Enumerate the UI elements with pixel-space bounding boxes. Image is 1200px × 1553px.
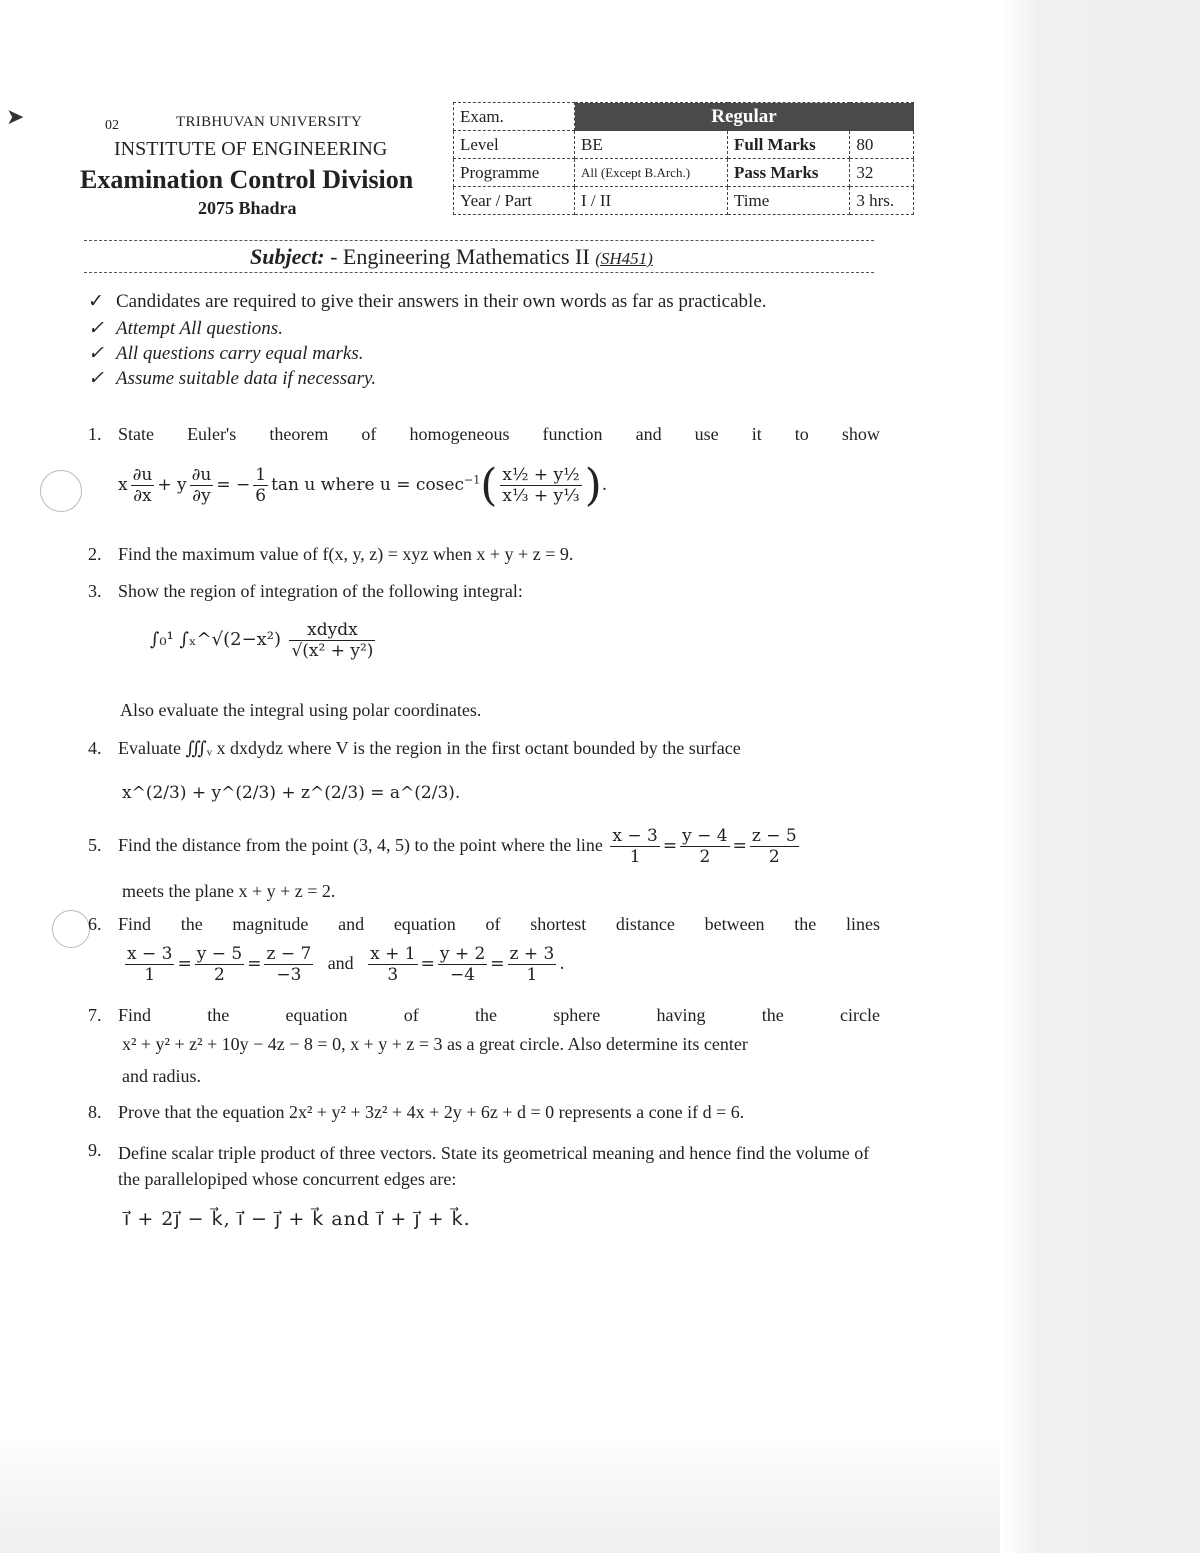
- punch-hole-icon: [52, 910, 90, 948]
- scan-edge-shadow: [1000, 0, 1200, 1553]
- subject-text: - Engineering Mathematics II: [330, 244, 590, 269]
- full-marks-label: Full Marks: [728, 131, 850, 159]
- question-6-line1: 6. Find the magnitude and equation of shortest distance between the lines: [88, 914, 880, 934]
- year-part-label: Year / Part: [454, 187, 575, 215]
- divider: [84, 272, 874, 273]
- exam-value: Regular: [575, 103, 914, 131]
- exam-label: Exam.: [454, 103, 575, 131]
- question-7-line3: and radius.: [122, 1066, 201, 1086]
- subject-line: [250, 244, 653, 270]
- question-3: 3. Show the region of integration of the following integral:: [88, 581, 523, 601]
- question-8: 8. Prove that the equation 2x² + y² + 3z² + 4x + 2y + 6z + d = 0 represents a cone if d = 6.: [88, 1102, 745, 1122]
- pass-marks-label: Pass Marks: [728, 159, 850, 187]
- time-label: Time: [728, 187, 850, 215]
- punch-hole-icon: [40, 470, 82, 512]
- table-row: [454, 187, 914, 215]
- question-1-line1: 1. State Euler's theorem of homogeneous function and use it to show: [88, 424, 880, 444]
- instruction-item: ✓ Assume suitable data if necessary.: [88, 368, 377, 389]
- scan-bottom-shadow: [0, 1433, 1000, 1553]
- question-2: 2. Find the maximum value of f(x, y, z) = xyz when x + y + z = 9.: [88, 544, 574, 564]
- checkmark-icon: ✓: [88, 291, 104, 312]
- checkmark-icon: ✓: [88, 368, 104, 389]
- checkmark-icon: ✓: [88, 318, 104, 339]
- question-7-line1: 7. Find the equation of the sphere having the circle: [88, 1005, 880, 1025]
- paper-code: 02: [105, 118, 119, 133]
- programme-value: All (Except B.Arch.): [575, 159, 728, 187]
- university-name: TRIBHUVAN UNIVERSITY: [176, 114, 363, 130]
- question-6-lines: $\frac{x - 3}{1}$ = $\frac{y - 5}{2}$ = $\frac{z - 7}{-3}$ and $\frac{x + 1}{3}$ = $\frac{y + 2}{-4}$ = $\frac{z + 3}{1}$ .: [127, 944, 565, 985]
- question-3-part2: Also evaluate the integral using polar coordinates.: [120, 700, 482, 720]
- checkmark-icon: ✓: [88, 343, 104, 364]
- question-1-formula: x $\frac{\partial u}{\partial x}$ + y $\frac{\partial u}{\partial y}$ = − $\frac{1}{6}$ tan u where u = cosec$^{-1}$( $\frac{\text{x½ + y½}}{\text{x⅓ + y⅓}}$ ).: [118, 460, 608, 511]
- level-value: BE: [575, 131, 728, 159]
- question-4-surface: x^(2/3) + y^(2/3) + z^(2/3) = a^(2/3).: [122, 783, 461, 803]
- pass-marks-value: 32: [850, 159, 914, 187]
- table-row: [454, 159, 914, 187]
- question-9: 9. Define scalar triple product of three vectors. State its geometrical meaning and hence find the volume of the parallelopiped whose concurrent edges are:: [88, 1140, 870, 1189]
- division-name: Examination Control Division: [80, 165, 414, 194]
- full-marks-value: 80: [850, 131, 914, 159]
- institute-name: INSTITUTE OF ENGINEERING: [114, 138, 388, 160]
- instruction-item: ✓ Attempt All questions.: [88, 318, 283, 339]
- exam-info-table: [453, 102, 914, 215]
- year-part-value: I / II: [575, 187, 728, 215]
- exam-session: 2075 Bhadra: [198, 198, 297, 218]
- table-row: [454, 131, 914, 159]
- question-3-integral: ∫₀¹ ∫ₓ^√(2−x²) $\frac{\text{xdydx}}{\text{√(x² + y²)}}$: [150, 620, 374, 661]
- table-row: [454, 103, 914, 131]
- subject-label: Subject:: [250, 244, 325, 269]
- question-7-line2: x² + y² + z² + 10y − 4z − 8 = 0, x + y + z = 3 as a great circle. Also determine its center: [122, 1034, 748, 1054]
- programme-label: Programme: [454, 159, 575, 187]
- level-label: Level: [454, 131, 575, 159]
- time-value: 3 hrs.: [850, 187, 914, 215]
- staple-mark-icon: ➤: [6, 104, 25, 129]
- subject-code: (SH451): [595, 249, 653, 268]
- question-5: 5. Find the distance from the point (3, 4, 5) to the point where the line $\frac{x - 3}{1}$ = $\frac{y - 4}{2}$ = $\frac{z - 5}{2}$: [88, 826, 797, 867]
- question-5-part2: meets the plane x + y + z = 2.: [122, 881, 336, 901]
- instruction-item: ✓ All questions carry equal marks.: [88, 343, 364, 364]
- instruction-item: ✓ Candidates are required to give their answers in their own words as far as practicable.: [88, 291, 767, 312]
- question-9-vectors: i⃗ + 2j⃗ − k⃗, i⃗ − j⃗ + k⃗ and i⃗ + j⃗ + k⃗.: [124, 1208, 471, 1230]
- question-4: 4. Evaluate ∭ᵥ x dxdydz where V is the region in the first octant bounded by the surface: [88, 738, 741, 758]
- divider: [84, 240, 874, 241]
